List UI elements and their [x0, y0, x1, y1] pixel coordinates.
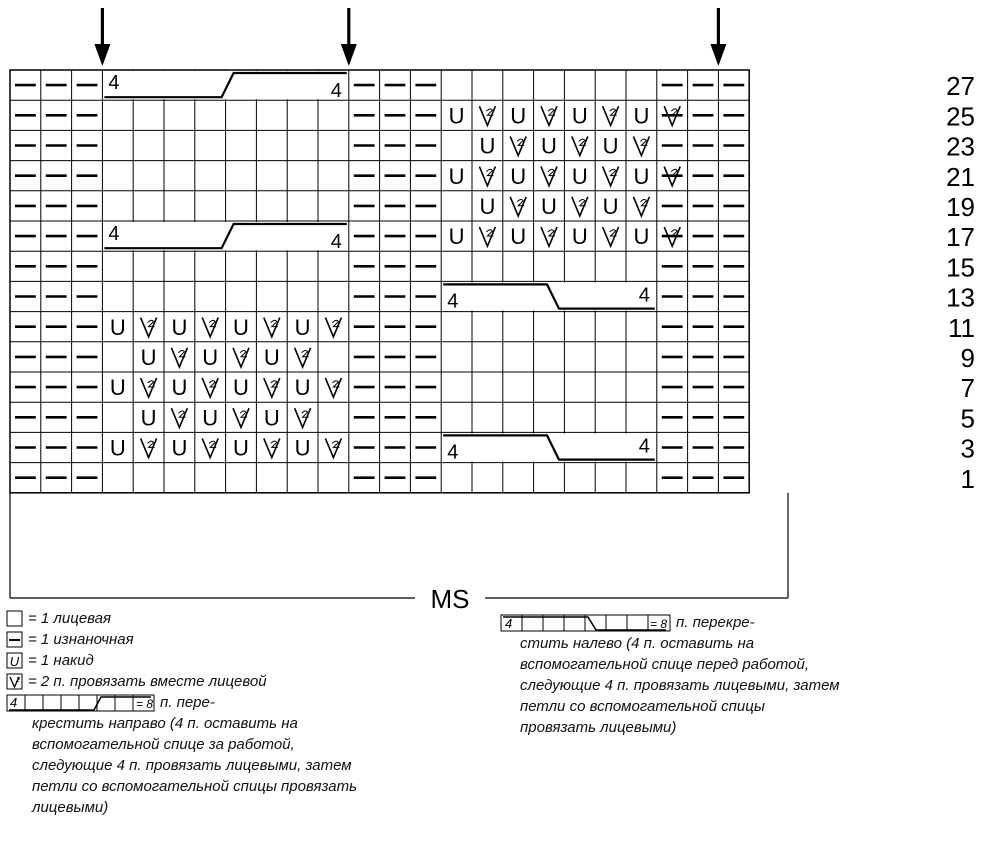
svg-text:= 8: = 8 [650, 616, 668, 631]
yarn-over-mark: U [263, 345, 280, 370]
row-number-label: 13 [946, 282, 975, 313]
k2tog-symbol [6, 673, 24, 691]
cable-count-label: 4 [330, 231, 342, 254]
yarn-over-mark: U [479, 133, 496, 159]
row-number-label: 3 [960, 433, 975, 464]
yarn-over-mark: U [571, 163, 588, 189]
yarn-over-mark: U [171, 375, 188, 401]
row-number-label: 15 [946, 252, 975, 283]
yarn-over-mark: U [202, 405, 219, 431]
row-number-label: 1 [960, 463, 975, 494]
yarn-over-mark: U [171, 435, 188, 461]
row-number-label: 21 [946, 161, 975, 192]
cable-count-label: 4 [108, 72, 120, 94]
yarn-over-mark: U [510, 103, 527, 129]
row-number-label: 25 [946, 101, 975, 132]
row-number-label: 27 [946, 71, 975, 102]
legend-cable-right-first: п. пере- [160, 694, 215, 711]
yarn-over-mark: U [233, 314, 249, 340]
legend-yo-text: = 1 накид [28, 652, 94, 669]
legend-purl-text: = 1 изнаночная [28, 631, 134, 648]
cable-count-label: 4 [638, 435, 650, 458]
yarn-over-mark: U [510, 163, 527, 189]
svg-text:U: U [9, 653, 20, 669]
svg-text:4: 4 [10, 694, 18, 710]
legend-right [500, 612, 840, 738]
purl-symbol [6, 631, 24, 649]
legend-cable-left [500, 612, 840, 633]
legend-left [6, 608, 366, 818]
yarn-over-mark: U [171, 314, 188, 340]
cable-count-label: 4 [447, 441, 459, 464]
repeat-arrow-head [341, 44, 357, 66]
legend-k2tog-text: = 2 п. провязать вместе лицевой [28, 673, 267, 690]
yarn-over-mark: U [510, 224, 527, 250]
cable-cell-background [103, 222, 347, 250]
row-number-label: 19 [946, 192, 975, 222]
repeat-arrow-head [94, 44, 110, 66]
yarn-over-mark: U [202, 345, 219, 370]
yarn-over-mark: U [109, 435, 126, 461]
legend-purl [6, 629, 366, 650]
legend-cable-right-text: крестить направо (4 п. оставить на вспомогательной спице за работой, следующие 4 п. провязать лицевыми, затем петли со вспомогательной спицы провязать лицевыми) [32, 715, 358, 816]
cable-cell-background [103, 71, 347, 99]
svg-text:= 8: = 8 [136, 696, 154, 711]
row-number-label: 5 [960, 403, 975, 434]
yarn-over-mark: U [602, 194, 619, 219]
repeat-arrow-head [710, 44, 726, 66]
legend-knit-text: = 1 лицевая [28, 610, 112, 627]
yarn-over-mark: U [294, 314, 311, 340]
cable-count-label: 4 [447, 290, 459, 313]
row-number-label: 17 [946, 222, 975, 253]
yarn-over-mark: U [140, 345, 157, 370]
yarn-over-mark: U [109, 314, 126, 340]
yarn-over-mark: U [263, 405, 280, 431]
legend-cable-left-text: стить налево (4 п. оставить на вспомогательной спице перед работой, следующие 4 п. провязать лицевыми, затем петли со вспомогательной спицы провязать лицевыми) [520, 635, 840, 736]
yarn-over-mark: U [633, 163, 650, 189]
yarn-over-mark: U [541, 194, 557, 219]
yarn-over-mark: U [448, 224, 465, 250]
legend-k2tog [6, 671, 366, 692]
cable-count-label: 4 [638, 284, 650, 307]
yarn-over-mark: U [140, 405, 157, 431]
yarn-over-mark: U [571, 224, 588, 250]
repeat-label: MS [430, 584, 470, 610]
yarn-over-mark: U [448, 103, 465, 129]
cable-count-label: 4 [330, 80, 342, 103]
yarn-over-mark: U [633, 224, 650, 250]
svg-text:4: 4 [505, 615, 513, 631]
legend-cable-right [6, 692, 366, 818]
yarn-over-symbol [6, 652, 24, 670]
row-number-label: 23 [946, 131, 975, 162]
yarn-over-mark: U [294, 375, 311, 401]
yarn-over-mark: U [571, 103, 588, 129]
row-number-label: 11 [948, 312, 975, 343]
yarn-over-mark: U [633, 103, 650, 129]
yarn-over-mark: U [479, 194, 496, 219]
row-number-label: 9 [960, 343, 975, 373]
legend-yo [6, 650, 366, 671]
yarn-over-mark: U [233, 435, 249, 461]
yarn-over-mark: U [233, 375, 249, 401]
row-number-label: 7 [960, 373, 975, 404]
legend-cable-left-first: п. перекре- [676, 614, 755, 631]
legend-knit [6, 608, 366, 629]
cable-right-symbol [6, 694, 156, 712]
cable-count-label: 4 [108, 223, 120, 245]
yarn-over-mark: U [448, 163, 465, 189]
svg-text:2: 2 [16, 676, 20, 684]
cable-left-symbol [500, 614, 672, 632]
yarn-over-mark: U [109, 375, 126, 401]
knit-symbol [6, 610, 24, 628]
yarn-over-mark: U [602, 133, 619, 159]
yarn-over-mark: U [294, 435, 311, 461]
yarn-over-mark: U [541, 133, 557, 159]
